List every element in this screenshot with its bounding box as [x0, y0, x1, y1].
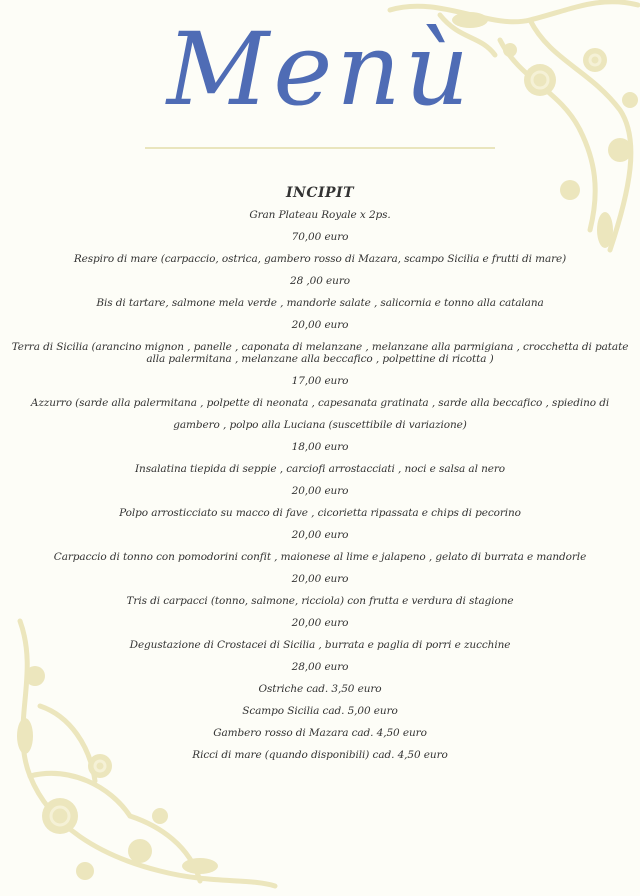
menu-item: Gran Plateau Royale x 2ps. [249, 209, 391, 221]
menu-item: Tris di carpacci (tonno, salmone, ricciola) con frutta e verdura di stagione [126, 595, 514, 607]
menu-price: 20,00 euro [291, 319, 349, 331]
menu-item: Insalatina tiepida di seppie , carciofi arrostacciati , noci e salsa al nero [135, 463, 505, 475]
menu-item: Respiro di mare (carpaccio, ostrica, gambero rosso di Mazara, scampo Sicilia e frutti di mare) [73, 253, 567, 265]
menu-item: Polpo arrosticciato su macco di fave , cicorietta ripassata e chips di pecorino [119, 507, 521, 519]
menu-title: Menù [166, 11, 474, 128]
menu-price: 18,00 euro [291, 441, 349, 453]
menu-item: Degustazione di Crostacei di Sicilia , burrata e paglia di porri e zucchine [129, 639, 511, 651]
menu-item: Bis di tartare, salmone mela verde , mandorle salate , salicornia e tonno alla catalana [96, 297, 544, 309]
menu-item: Gambero rosso di Mazara cad. 4,50 euro [213, 727, 427, 739]
menu-price: 20,00 euro [291, 617, 349, 629]
menu-price: 20,00 euro [291, 485, 349, 497]
menu-item: Azzurro (sarde alla palermitana , polpette di neonata , capesanata gratinata , sarde alla beccafico , spiedino di gambero , polpo alla Luciana (suscettibile di variazione) [30, 397, 610, 431]
menu-price: 20,00 euro [291, 573, 349, 585]
menu-item: Terra di Sicilia (arancino mignon , panelle , caponata di melanzane , melanzane alla parmigiana , crocchetta di patate alla palermitana , melanzane alla beccafico , polpettine di ricotta ) [11, 341, 629, 365]
menu-item: Carpaccio di tonno con pomodorini confit , maionese al lime e jalapeno , gelato di burrata e mandorle [53, 551, 587, 563]
menu-price: 28,00 euro [291, 661, 349, 673]
menu-price: 17,00 euro [291, 375, 349, 387]
title-divider [145, 147, 495, 149]
menu-item: Ostriche cad. 3,50 euro [258, 683, 382, 695]
menu-item: Ricci di mare (quando disponibili) cad. 4,50 euro [192, 749, 448, 761]
menu-price: 70,00 euro [291, 231, 349, 243]
menu-price: 28 ,00 euro [290, 275, 350, 287]
menu-content [0, 182, 640, 766]
menu-item: Scampo Sicilia cad. 5,00 euro [242, 705, 398, 717]
menu-price: 20,00 euro [291, 529, 349, 541]
section-title: INCIPIT [285, 185, 355, 201]
